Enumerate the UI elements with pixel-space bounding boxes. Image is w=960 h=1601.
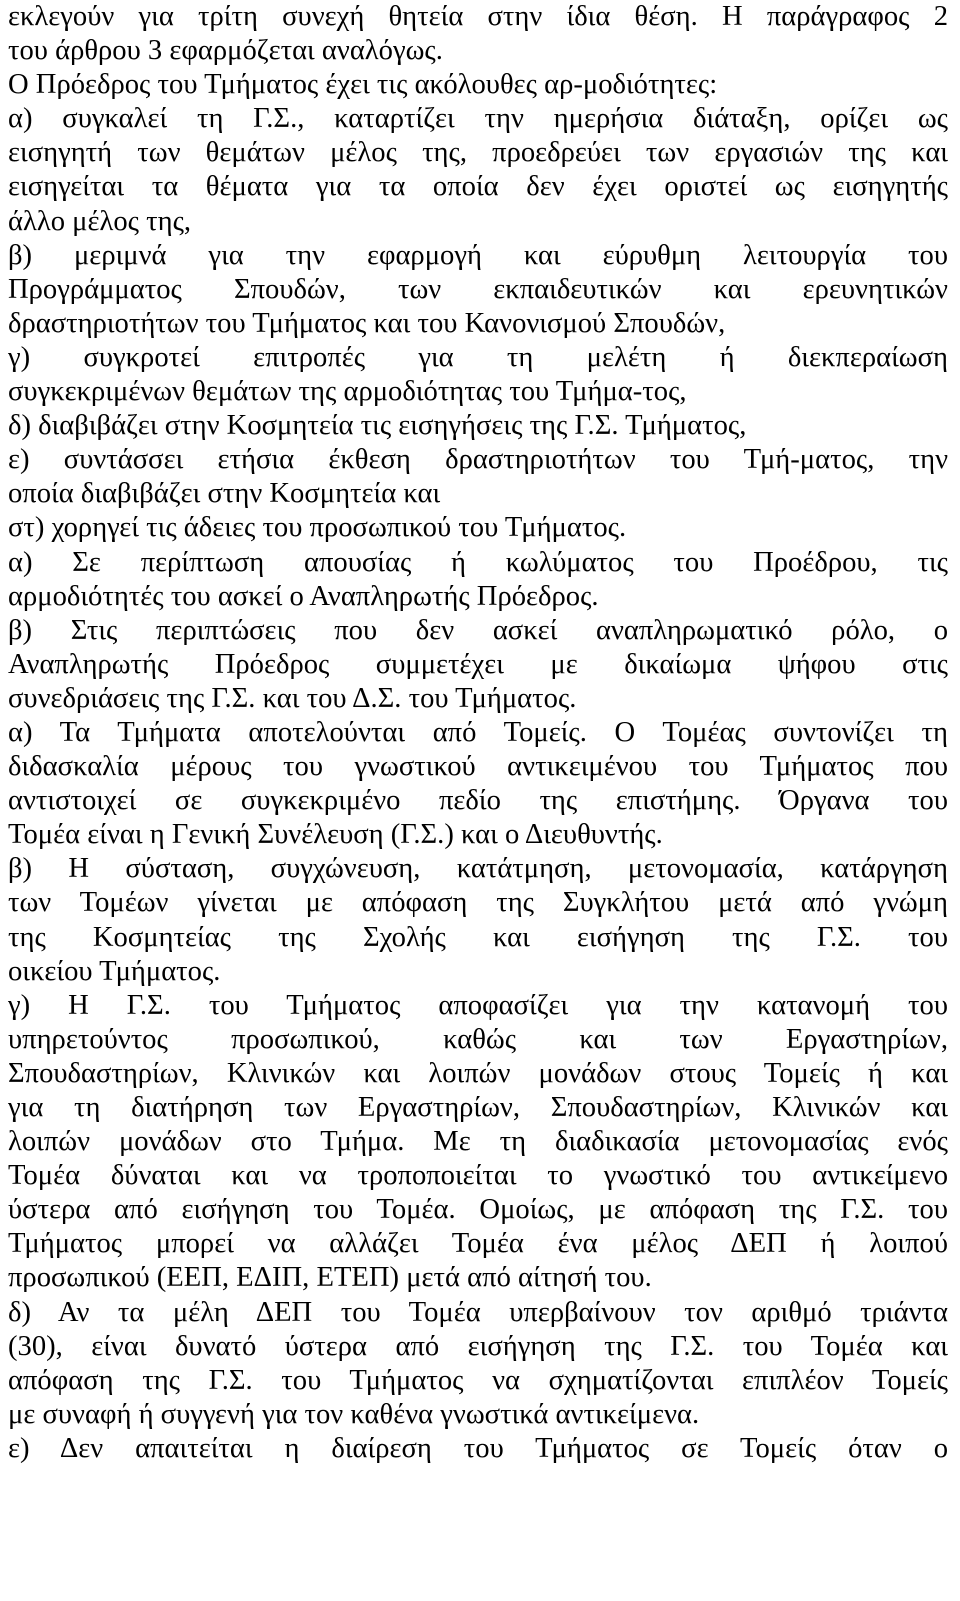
text-line: ε) Δεν απαιτείται η διαίρεση του Τμήματος σε Τομείς όταν ο (8, 1432, 948, 1464)
text-line: προσωπικού (ΕΕΠ, ΕΔΙΠ, ΕΤΕΠ) μετά από αίτησή του. (8, 1262, 652, 1294)
text-line: στ) χορηγεί τις άδειες του προσωπικού του Τμήματος. (8, 512, 627, 544)
text-line: Αναπληρωτής Πρόεδρος συμμετέχει με δικαίωμα ψήφου στις (8, 648, 948, 680)
text-line: β) μεριμνά για την εφαρμογή και εύρυθμη λειτουργία του (8, 239, 948, 271)
text-line: α) Σε περίπτωση απουσίας ή κωλύματος του Προέδρου, τις (8, 546, 948, 578)
text-line: εισηγητή των θεμάτων μέλος της, προεδρεύει των εργασιών της και (8, 137, 948, 169)
text-line: δ) διαβιβάζει στην Κοσμητεία τις εισηγήσεις της Γ.Σ. Τμήματος, (8, 410, 747, 442)
text-line: α) συγκαλεί τη Γ.Σ., καταρτίζει την ημερήσια διάταξη, ορίζει ως (8, 103, 948, 135)
text-line: ε) συντάσσει ετήσια έκθεση δραστηριοτήτων του Τμή-ματος, την (8, 444, 948, 476)
text-line: συγκεκριμένων θεμάτων της αρμοδιότητας του Τμήμα-τος, (8, 376, 687, 408)
text-line: β) Η σύσταση, συγχώνευση, κατάτμηση, μετονομασία, κατάργηση (8, 853, 948, 885)
text-line: Τομέα δύναται και να τροποποιείται το γνωστικό του αντικείμενο (8, 1160, 948, 1192)
text-line: αρμοδιότητές του ασκεί ο Αναπληρωτής Πρόεδρος. (8, 580, 599, 612)
text-line: ύστερα από εισήγηση του Τομέα. Ομοίως, με απόφαση της Γ.Σ. του (8, 1194, 948, 1226)
text-line: οικείου Τμήματος. (8, 955, 221, 987)
text-line: (30), είναι δυνατό ύστερα από εισήγηση της Γ.Σ. του Τομέα και (8, 1330, 948, 1362)
text-line: Τομέα είναι η Γενική Συνέλευση (Γ.Σ.) και ο Διευθυντής. (8, 819, 663, 851)
text-line: εκλεγούν για τρίτη συνεχή θητεία στην ίδια θέση. Η παράγραφος 2 (8, 1, 948, 32)
text-line: των Τομέων γίνεται με απόφαση της Συγκλήτου μετά από γνώμη (8, 887, 948, 919)
text-line: γ) Η Γ.Σ. του Τμήματος αποφασίζει για την κατανομή του (8, 989, 948, 1021)
text-line: Τμήματος μπορεί να αλλάζει Τομέα ένα μέλος ΔΕΠ ή λοιπού (8, 1228, 948, 1260)
text-line: Σπουδαστηρίων, Κλινικών και λοιπών μονάδων στους Τομείς ή και (8, 1057, 948, 1089)
text-line: διδασκαλία μέρους του γνωστικού αντικειμένου του Τμήματος που (8, 751, 948, 783)
text-line: απόφαση της Γ.Σ. του Τμήματος να σχηματίζονται επιπλέον Τομείς (8, 1364, 948, 1396)
text-line: συνεδριάσεις της Γ.Σ. και του Δ.Σ. του Τμήματος. (8, 682, 577, 714)
text-line: με συναφή ή συγγενή για τον καθένα γνωστικά αντικείμενα. (8, 1398, 700, 1430)
text-line: γ) συγκροτεί επιτροπές για τη μελέτη ή διεκπεραίωση (8, 341, 948, 373)
text-line: αντιστοιχεί σε συγκεκριμένο πεδίο της επιστήμης. Όργανα του (8, 785, 948, 817)
text-line: λοιπών μονάδων στο Τμήμα. Με τη διαδικασία μετονομασίας ενός (8, 1126, 948, 1158)
text-line: Προγράμματος Σπουδών, των εκπαιδευτικών και ερευνητικών (8, 273, 948, 305)
text-line: της Κοσμητείας της Σχολής και εισήγηση της Γ.Σ. του (8, 921, 948, 953)
text-line: β) Στις περιπτώσεις που δεν ασκεί αναπληρωματικό ρόλο, ο (8, 614, 948, 646)
text-line: εισηγείται τα θέματα για τα οποία δεν έχει οριστεί ως εισηγητής (8, 171, 948, 203)
text-line: Ο Πρόεδρος του Τμήματος έχει τις ακόλουθες αρ-μοδιότητες: (8, 69, 718, 101)
text-line: υπηρετούντος προσωπικού, καθώς και των Εργαστηρίων, (8, 1023, 948, 1055)
text-line: οποία διαβιβάζει στην Κοσμητεία και (8, 478, 441, 510)
text-line: α) Τα Τμήματα αποτελούνται από Τομείς. Ο Τομέας συντονίζει τη (8, 716, 948, 748)
text-line: δραστηριοτήτων του Τμήματος και του Κανονισμού Σπουδών, (8, 307, 726, 339)
text-line: του άρθρου 3 εφαρμόζεται αναλόγως. (8, 35, 443, 67)
text-line: δ) Αν τα μέλη ΔΕΠ του Τομέα υπερβαίνουν τον αριθμό τριάντα (8, 1296, 948, 1328)
text-line: για τη διατήρηση των Εργαστηρίων, Σπουδαστηρίων, Κλινικών και (8, 1092, 948, 1123)
text-line: άλλο μέλος της, (8, 205, 192, 237)
